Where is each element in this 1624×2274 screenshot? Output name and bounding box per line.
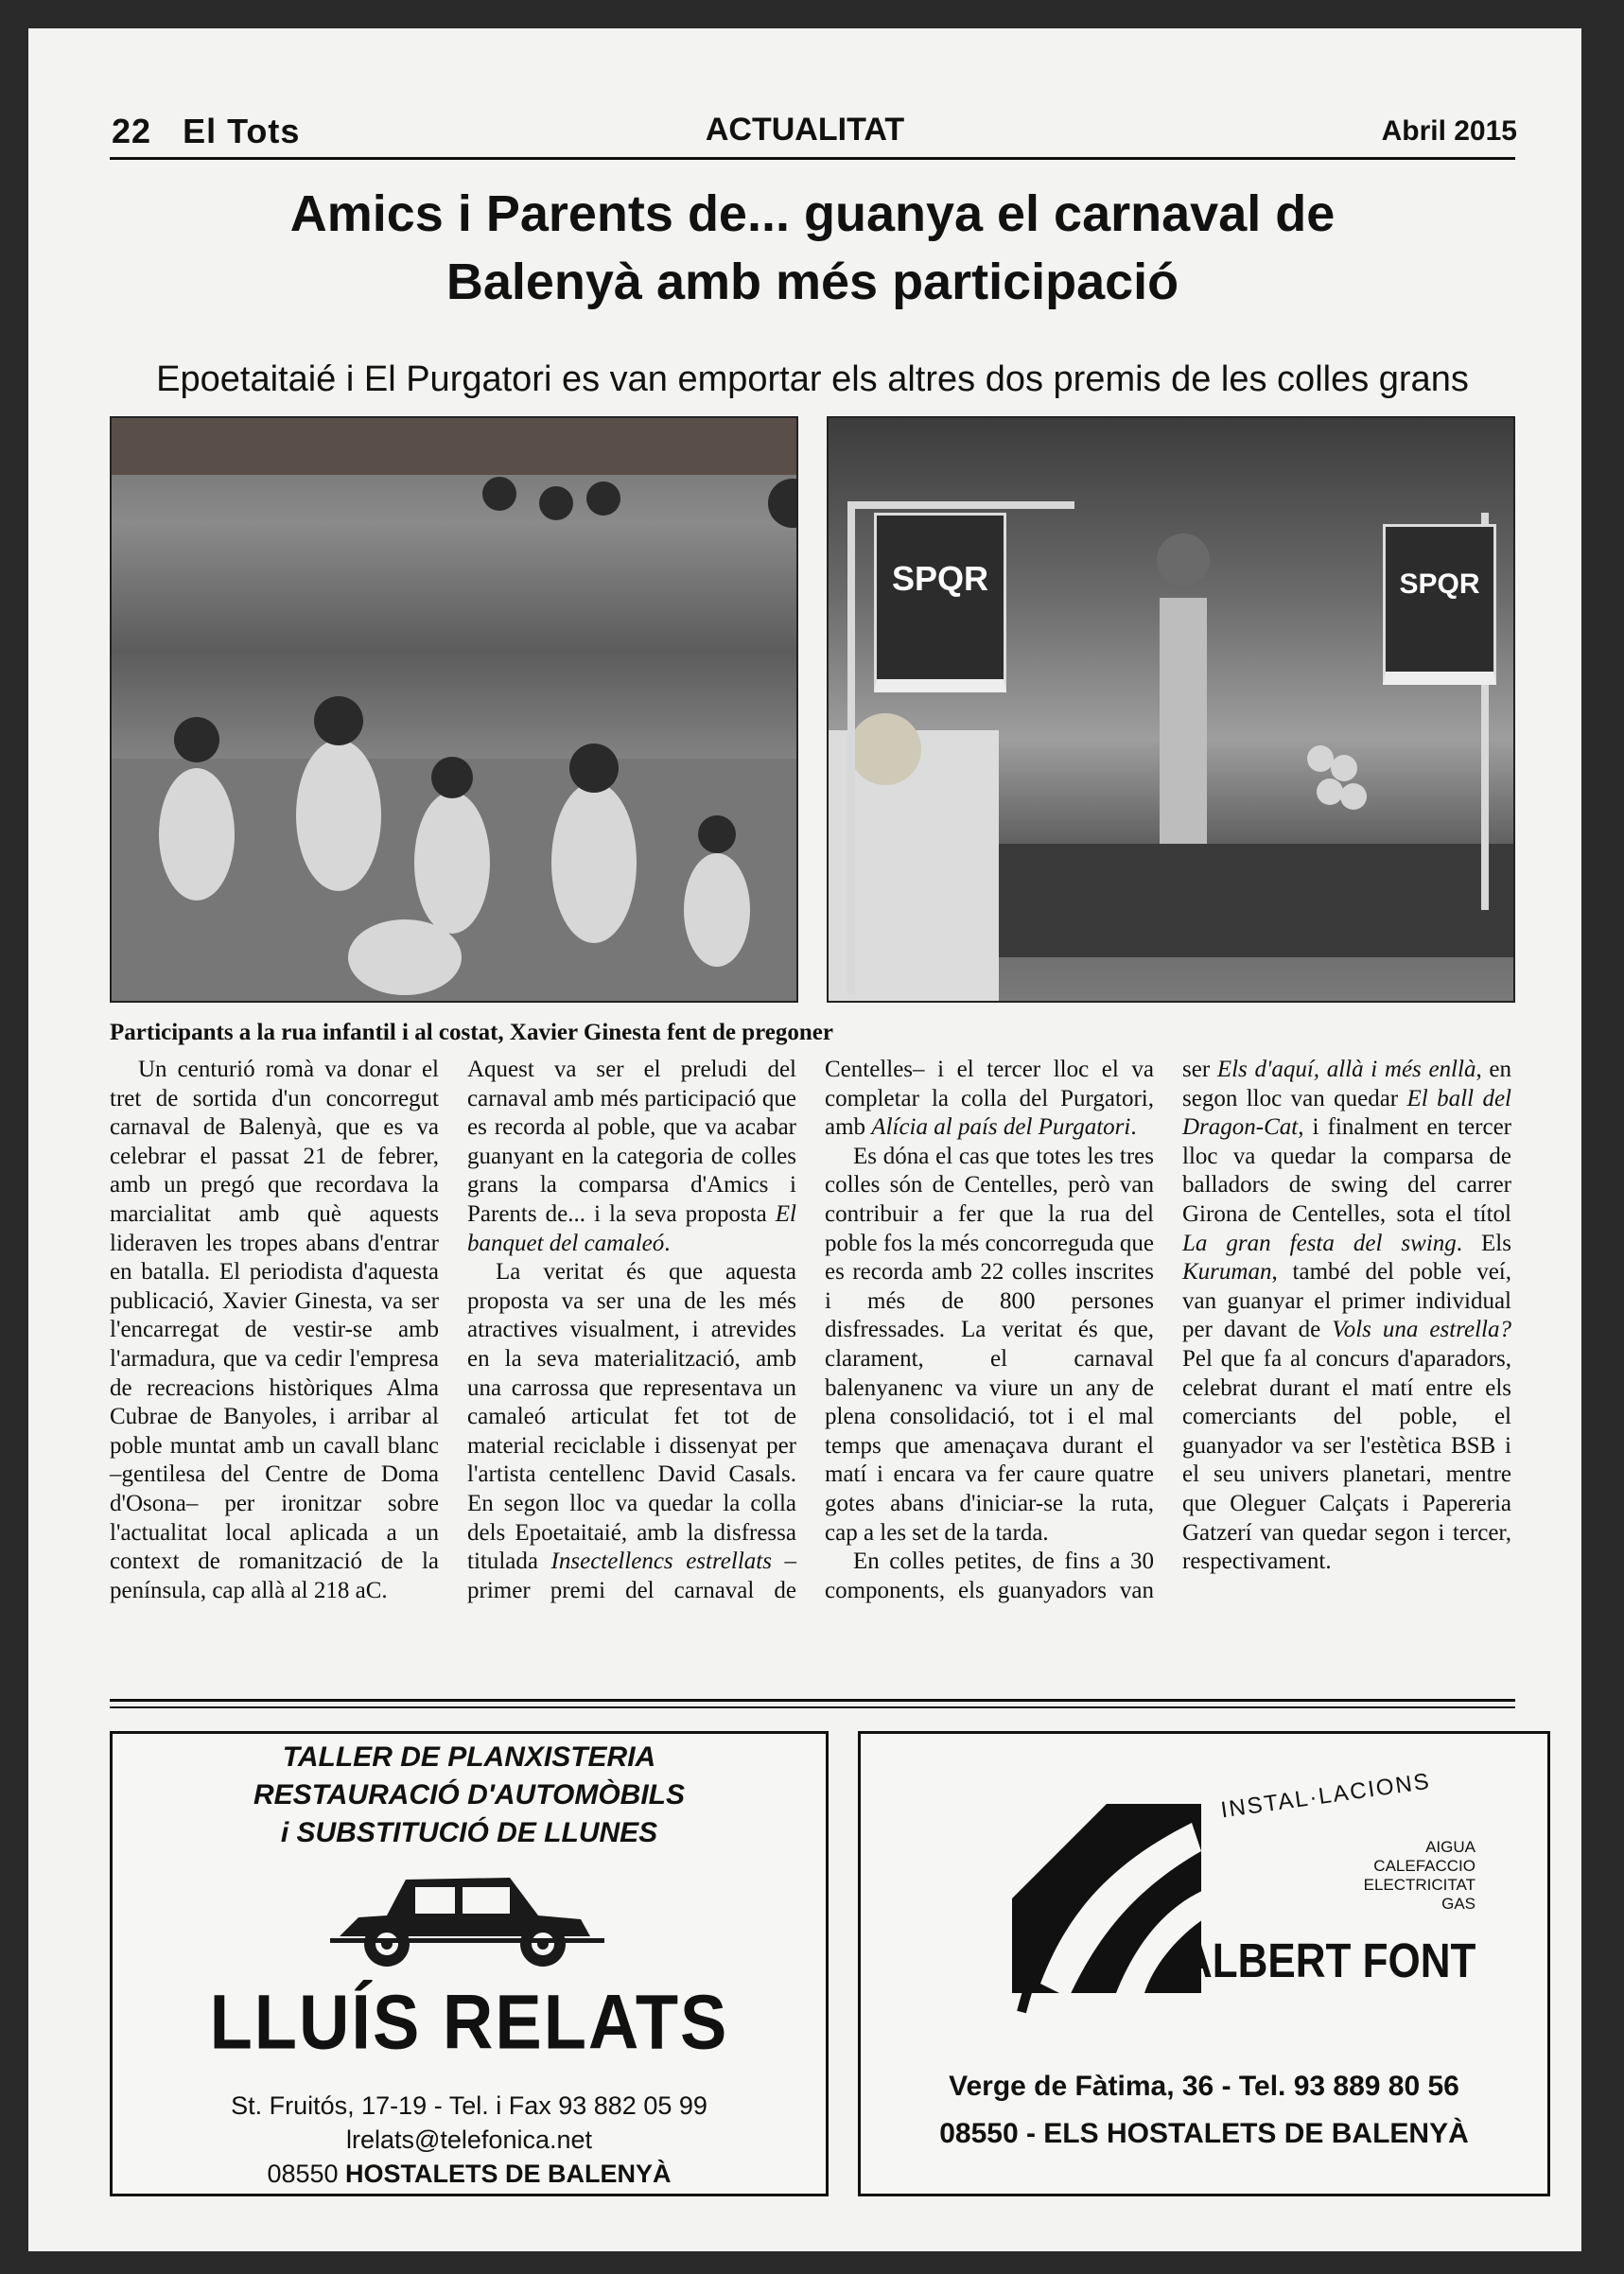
section-rule xyxy=(110,1699,1515,1702)
service-item: CALEFACCIO xyxy=(1373,1857,1476,1875)
section-rule xyxy=(110,1706,1515,1708)
paragraph: La veritat és que aquesta proposta va ser una de les més atractives visualment, i atrevides en la seva materialització, amb una carrossa que representava un camaleó articulat fet tot de material reciclable i dissenyat per l'artista centellenc David Casals. En segon lloc va quedar la colla dels Epoetaitaié, amb la disfressa titulada Insectellencs estrellats –primer premi del carnaval de Centelles– i el tercer lloc el va completar la colla del Purgatori, amb Alícia al país del Purgatori. xyxy=(467,1057,1154,1603)
ad-albert-font xyxy=(858,1731,1550,2196)
parade-figures xyxy=(112,418,796,1001)
headline-line-1: Amics i Parents de... guanya el carnaval de xyxy=(289,185,1336,242)
ad-line-3: i SUBSTITUCIÓ DE LLUNES xyxy=(280,1817,658,1848)
service-item: GAS xyxy=(1441,1895,1476,1913)
ad-line-1: TALLER DE PLANXISTERIA xyxy=(282,1741,656,1773)
paragraph: Es dóna el cas que totes les tres colles són de Centelles, però van contribuir a fer que la rua del poble fos la més concorreguda que es recorda amb 22 colles inscrites i més de 800 persones disfressades. La veritat és que, clarament, el carnaval balenyanenc va viure un any de plena consolidació, tot i el mal temps que amenaçava durant el matí i encara va fer caure quatre gotes abans d'iniciar-se la ruta, cap a les set de la tarda. xyxy=(825,1143,1154,1546)
ad-town: 08550 HOSTALETS DE BALENYÀ xyxy=(267,2160,672,2188)
issue-date: Abril 2015 xyxy=(1381,115,1517,147)
paragraph: Un centurió romà va donar el tret de sortida d'un concorregut carnaval de Balenyà, que es va celebrar el passat 21 de febrer, amb un pregó que recordava la marcialitat amb què aquests lideraven les tropes abans d'entrar en batalla. El periodista d'aquesta publicació, Xavier Ginesta, va ser l'encarregat de vestir-se amb l'armadura, que va cedir l'empresa de recreacions històriques Alma Cubrae de Banyoles, i arribar al poble muntat amb un cavall blanc –gentilesa del Centre de Doma d'Osona– per ironitzar sobre l'actualitat local aplicada a un context de romanització de la península, cap allà al 218 aC. xyxy=(110,1057,439,1603)
ad-town: 08550 - ELS HOSTALETS DE BALENYÀ xyxy=(939,2118,1469,2149)
business-name: ALBERT FONT xyxy=(1182,1934,1476,1988)
ad-line-2: RESTAURACIÓ D'AUTOMÒBILS xyxy=(253,1779,686,1810)
service-item: AIGUA xyxy=(1425,1838,1476,1856)
ad-lluis-relats xyxy=(110,1731,829,2196)
ad-email: lrelats@telefonica.net xyxy=(345,2125,593,2154)
headline-line-2: Balenyà amb més participació xyxy=(445,254,1179,310)
paragraph: Aquest va ser el preludi del carnaval amb més participació que es recorda al poble, que va acabar guanyant en la categoria de colles grans la comparsa d'Amics i Parents de... i la seva proposta El banquet del camaleó. xyxy=(467,1057,796,1256)
ad-address: St. Fruitós, 17-19 - Tel. i Fax 93 882 05 99 xyxy=(231,2091,707,2120)
publication-name: El Tots xyxy=(183,112,301,150)
newspaper-page xyxy=(28,28,1581,2251)
spqr-banner-right: SPQR xyxy=(1383,524,1496,685)
vintage-car-icon xyxy=(321,1861,604,1974)
header-rule xyxy=(110,157,1515,160)
service-item: ELECTRICITAT xyxy=(1363,1876,1476,1894)
photo-pregoner-stage xyxy=(827,416,1515,1003)
ad-tag: INSTAL·LACIONS xyxy=(1219,1768,1433,1824)
paragraph: En colles petites, de fins a 30 components, els guanyadors van ser Els d'aquí, allà i més enllà, en segon lloc van quedar El ball del Dragon-Cat, i finalment en tercer lloc va quedar la comparsa de balladors de swing del carrer Girona de Centelles, sota el títol La gran festa del swing. Els Kuruman, també del poble veí, van guanyar el primer individual per davant de Vols una estrella? Pel que fa al concurs d'aparadors, celebrat durant el matí entre els comerciants del poble, el guanyador va ser l'estètica BSB i el seu univers planetari, mentre que Oleguer Calçats i Papereria Gatzerí van quedar segon i tercer, respectivament. xyxy=(825,1057,1511,1603)
page-number: 22 El Tots xyxy=(112,112,301,150)
business-name: LLUÍS RELATS xyxy=(209,1978,729,2066)
photo-children-parade xyxy=(110,416,798,1003)
photo-caption: Participants a la rua infantil i al costat, Xavier Ginesta fent de pregoner xyxy=(110,1020,833,1045)
subheadline: Epoetaitaié i El Purgatori es van emportar els altres dos premis de les colles grans xyxy=(156,359,1469,399)
stage-scene xyxy=(829,418,1513,1001)
spqr-banner-left: SPQR xyxy=(874,513,1006,692)
article-body xyxy=(110,1056,1511,1671)
ad-address: Verge de Fàtima, 36 - Tel. 93 889 80 56 xyxy=(949,2071,1459,2102)
headline xyxy=(110,180,1515,316)
section-name: ACTUALITAT xyxy=(705,112,905,148)
